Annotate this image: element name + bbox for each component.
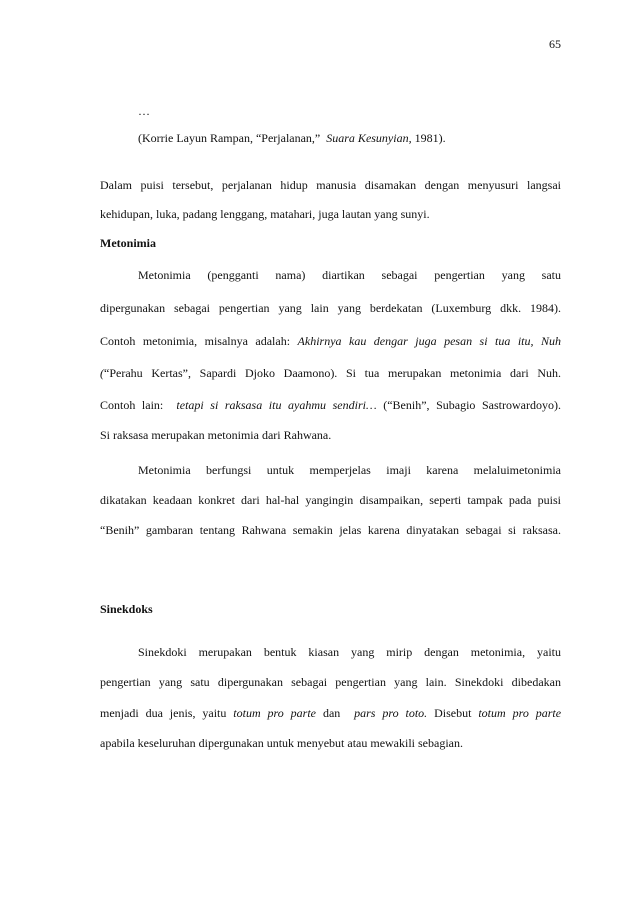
metonimia-line: “Benih” gambaran tentang Rahwana semakin jelas karena dinyatakan sebagai si raksasa. — [100, 523, 561, 537]
metonimia-example: Akhirnya kau dengar juga pesan si tua itu, Nuh — [297, 334, 561, 348]
metonimia-line: dikatakan keadaan konkret dari hal-hal yangingin disampaikan, seperti tampak pada puisi — [100, 493, 561, 507]
metonimia-line: Metonimia berfungsi untuk memperjelas imaji karena melaluimetonimia — [138, 463, 561, 477]
metonimia-line-text: Contoh metonimia, misalnya adalah: — [100, 334, 291, 348]
paragraph-1-line: Dalam puisi tersebut, perjalanan hidup manusia disamakan dengan menyusuri langsai — [100, 178, 561, 192]
quote-ellipsis: … — [138, 104, 150, 118]
heading-metonimia: Metonimia — [100, 236, 156, 250]
sinekdoks-line-text: dan — [322, 706, 341, 720]
quote-source-year: 1981). — [414, 131, 446, 145]
sinekdoks-line: Sinekdoki merupakan bentuk kiasan yang mirip dengan metonimia, yaitu — [138, 645, 561, 659]
metonimia-line-text: “Perahu Kertas”, Sapardi Djoko Daamono). Si tua merupakan metonimia dari Nuh. — [104, 366, 561, 380]
metonimia-example: tetapi si raksasa itu ayahmu sendiri… — [176, 398, 377, 412]
sinekdoks-line: pengertian yang satu dipergunakan sebagai pengertian yang lain. Sinekdoki dibedakan — [100, 675, 561, 689]
metonimia-line-text: Contoh lain: — [100, 398, 164, 412]
sinekdoks-line — [100, 706, 561, 721]
metonimia-line — [100, 366, 561, 381]
metonimia-example-paren: ( — [100, 366, 104, 380]
metonimia-line: dipergunakan sebagai pengertian yang lain yang berdekatan (Luxemburg dkk. 1984). — [100, 301, 561, 315]
quote-source-pre: (Korrie Layun Rampan, “Perjalanan,” — [138, 131, 321, 145]
metonimia-line: Si raksasa merupakan metonimia dari Rahwana. — [100, 428, 332, 442]
sinekdoks-term: totum pro parte — [233, 706, 317, 720]
sinekdoks-term: totum pro parte — [478, 706, 561, 720]
heading-sinekdoks: Sinekdoks — [100, 602, 153, 616]
metonimia-line-text: (“Benih”, Subagio Sastrowardoyo). — [383, 398, 561, 412]
quote-source-title: Suara Kesunyian, — [326, 131, 412, 145]
metonimia-line: Metonimia (pengganti nama) diartikan sebagai pengertian yang satu — [138, 268, 561, 282]
sinekdoks-line-text: Disebut — [434, 706, 472, 720]
sinekdoks-term: pars pro toto. — [354, 706, 428, 720]
quote-source — [100, 131, 561, 146]
metonimia-line — [100, 398, 561, 413]
sinekdoks-line-text: menjadi dua jenis, yaitu — [100, 706, 227, 720]
sinekdoks-line: apabila keseluruhan dipergunakan untuk menyebut atau mewakili sebagian. — [100, 736, 463, 750]
metonimia-line — [100, 334, 561, 349]
paragraph-1-line: kehidupan, luka, padang lenggang, matahari, juga lautan yang sunyi. — [100, 207, 430, 221]
page-number: 65 — [549, 37, 561, 51]
